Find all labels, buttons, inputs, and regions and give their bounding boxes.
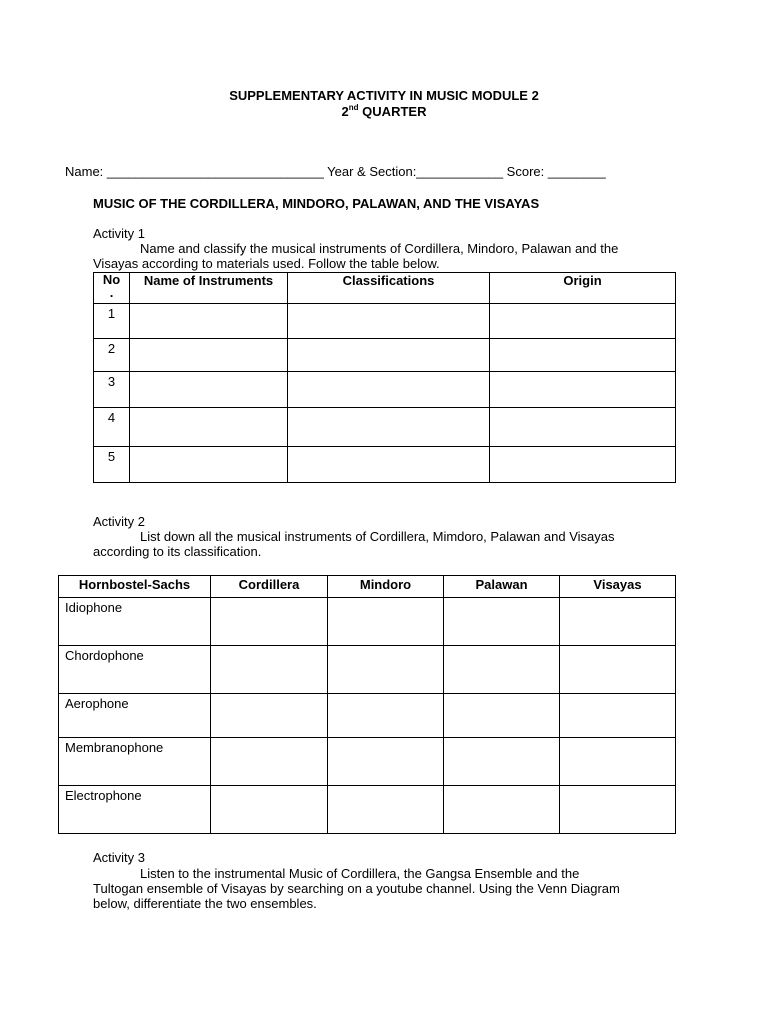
palawan-cell[interactable] [444, 646, 560, 694]
quarter-subtitle [0, 104, 768, 119]
section-heading: MUSIC OF THE CORDILLERA, MINDORO, PALAWAN, AND THE VISAYAS [93, 196, 540, 211]
header-hornbostel-sachs: Hornbostel-Sachs [59, 576, 211, 598]
header-cordillera: Cordillera [211, 576, 328, 598]
table-row [59, 646, 676, 694]
table-row [94, 339, 676, 372]
name-cell[interactable] [130, 408, 288, 447]
table-row [94, 372, 676, 408]
classification-label: Aerophone [59, 694, 211, 738]
table-row [94, 304, 676, 339]
activity3-label: Activity 3 [93, 850, 146, 865]
table-row [59, 786, 676, 834]
quarter-suffix: nd [348, 103, 359, 112]
table-row [94, 408, 676, 447]
activity1-label: Activity 1 [93, 226, 146, 241]
classification-cell[interactable] [288, 304, 490, 339]
name-cell[interactable] [130, 339, 288, 372]
mindoro-cell[interactable] [328, 738, 444, 786]
palawan-cell[interactable] [444, 598, 560, 646]
name-cell[interactable] [130, 447, 288, 483]
row-number: 4 [94, 408, 130, 447]
origin-cell[interactable] [490, 339, 676, 372]
palawan-cell[interactable] [444, 786, 560, 834]
visayas-cell[interactable] [560, 646, 676, 694]
header-name-of-instruments: Name of Instruments [130, 273, 288, 304]
cordillera-cell[interactable] [211, 598, 328, 646]
activity2-instructions-line2: according to its classification. [93, 544, 262, 559]
cordillera-cell[interactable] [211, 646, 328, 694]
mindoro-cell[interactable] [328, 646, 444, 694]
activity1-instructions-line2: Visayas according to materials used. Follow the table below. [93, 256, 440, 271]
activity3-instructions-line2: Tultogan ensemble of Visayas by searching on a youtube channel. Using the Venn Diagram [93, 881, 620, 896]
activity2-instructions-line1: List down all the musical instruments of Cordillera, Mimdoro, Palawan and Visayas [140, 529, 615, 544]
table-row [59, 738, 676, 786]
activity2-label: Activity 2 [93, 514, 146, 529]
row-number: 5 [94, 447, 130, 483]
classification-cell[interactable] [288, 447, 490, 483]
visayas-cell[interactable] [560, 598, 676, 646]
origin-cell[interactable] [490, 408, 676, 447]
table-row [94, 447, 676, 483]
name-cell[interactable] [130, 372, 288, 408]
palawan-cell[interactable] [444, 738, 560, 786]
cordillera-cell[interactable] [211, 738, 328, 786]
origin-cell[interactable] [490, 372, 676, 408]
mindoro-cell[interactable] [328, 786, 444, 834]
origin-cell[interactable] [490, 304, 676, 339]
visayas-cell[interactable] [560, 694, 676, 738]
row-number: 2 [94, 339, 130, 372]
header-classifications: Classifications [288, 273, 490, 304]
document-title: SUPPLEMENTARY ACTIVITY IN MUSIC MODULE 2 [229, 88, 539, 103]
header-origin: Origin [490, 273, 676, 304]
activity1-table [93, 272, 676, 483]
table-header-row [94, 273, 676, 304]
classification-cell[interactable] [288, 339, 490, 372]
row-number: 3 [94, 372, 130, 408]
name-cell[interactable] [130, 304, 288, 339]
mindoro-cell[interactable] [328, 694, 444, 738]
origin-cell[interactable] [490, 447, 676, 483]
activity2-table [58, 575, 676, 834]
table-row [59, 598, 676, 646]
visayas-cell[interactable] [560, 738, 676, 786]
activity1-instructions-line1: Name and classify the musical instruments of Cordillera, Mindoro, Palawan and the [140, 241, 619, 256]
classification-label: Membranophone [59, 738, 211, 786]
classification-label: Electrophone [59, 786, 211, 834]
header-visayas: Visayas [560, 576, 676, 598]
classification-label: Chordophone [59, 646, 211, 694]
classification-cell[interactable] [288, 408, 490, 447]
visayas-cell[interactable] [560, 786, 676, 834]
palawan-cell[interactable] [444, 694, 560, 738]
classification-label: Idiophone [59, 598, 211, 646]
table-header-row [59, 576, 676, 598]
quarter-word: QUARTER [358, 104, 427, 119]
activity3-instructions-line3: below, differentiate the two ensembles. [93, 896, 317, 911]
row-number: 1 [94, 304, 130, 339]
quarter-number: 2 [341, 104, 349, 119]
classification-cell[interactable] [288, 372, 490, 408]
header-no: No . [94, 273, 130, 304]
cordillera-cell[interactable] [211, 694, 328, 738]
header-mindoro: Mindoro [328, 576, 444, 598]
mindoro-cell[interactable] [328, 598, 444, 646]
activity3-instructions-line1: Listen to the instrumental Music of Cordillera, the Gangsa Ensemble and the [140, 866, 580, 881]
student-info-line: Name: ______________________________ Year & Section:____________ Score: ________ [65, 164, 606, 179]
cordillera-cell[interactable] [211, 786, 328, 834]
table-row [59, 694, 676, 738]
header-palawan: Palawan [444, 576, 560, 598]
